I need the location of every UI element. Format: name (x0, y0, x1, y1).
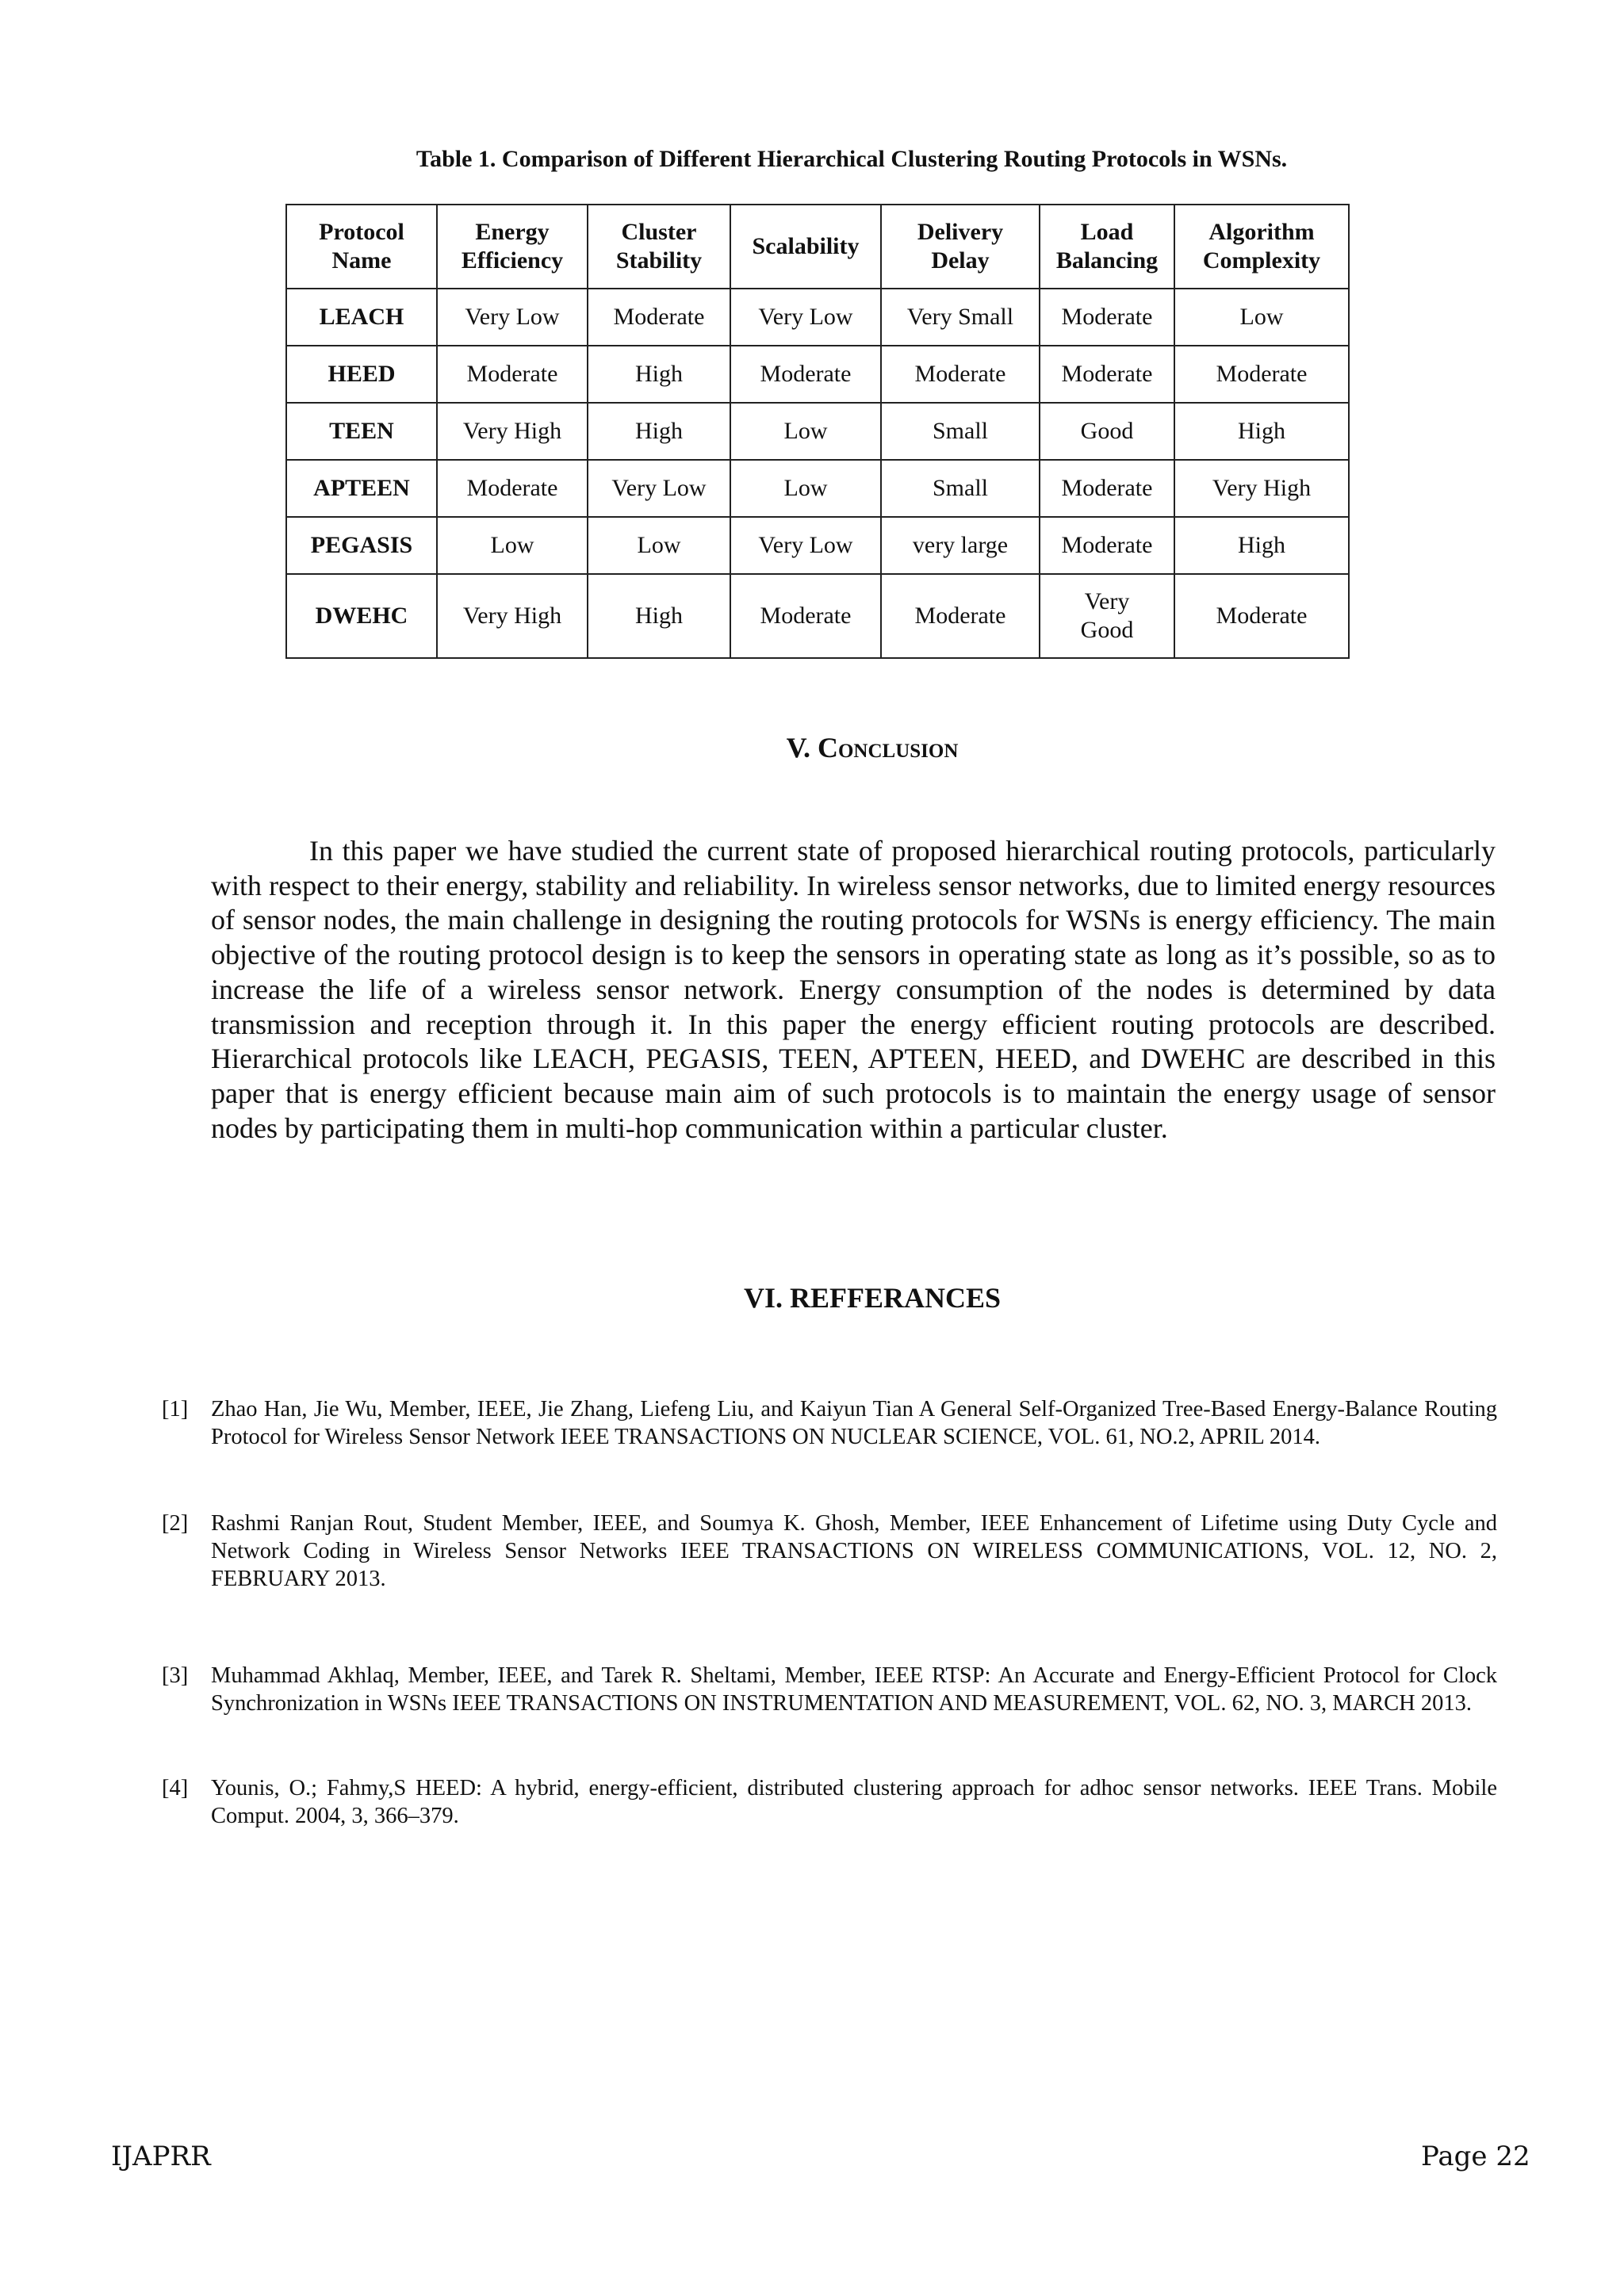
table-cell: Small (881, 403, 1040, 460)
reference-number: [3] (162, 1663, 189, 1688)
table-cell: Low (1174, 289, 1349, 346)
protocol-name-cell: TEEN (286, 403, 437, 460)
table-cell: High (588, 403, 730, 460)
table-cell: Very Good (1040, 574, 1174, 658)
table-cell: Moderate (730, 574, 881, 658)
table-row (286, 346, 1349, 403)
table-cell: High (1174, 403, 1349, 460)
table-cell: Good (1040, 403, 1174, 460)
header-delivery-delay: Delivery Delay (881, 205, 1040, 289)
table-cell: very large (881, 517, 1040, 574)
table-cell: Moderate (881, 574, 1040, 658)
table-cell: Low (588, 517, 730, 574)
header-scalability: Scalability (730, 205, 881, 289)
table-cell: Moderate (1040, 289, 1174, 346)
protocol-name-cell: PEGASIS (286, 517, 437, 574)
reference-item (162, 1662, 1497, 1717)
header-protocol-name: Protocol Name (286, 205, 437, 289)
reference-number: [4] (162, 1776, 189, 1800)
table-cell: Very Small (881, 289, 1040, 346)
table-cell: Moderate (1174, 346, 1349, 403)
protocol-name-cell: LEACH (286, 289, 437, 346)
reference-text: Muhammad Akhlaq, Member, IEEE, and Tarek R. Sheltami, Member, IEEE RTSP: An Accurate and Energy-Efficient Protocol for Clock Synchronization in WSNs IEEE TRANSACTIONS ON INSTRUMENTATION AND MEASUREMENT, VOL. 62, NO. 3, MARCH 2013. (211, 1663, 1497, 1716)
table-cell: Low (730, 460, 881, 517)
table-cell: Moderate (1040, 517, 1174, 574)
table-cell: Moderate (1174, 574, 1349, 658)
table-row (286, 460, 1349, 517)
table-cell: High (1174, 517, 1349, 574)
reference-text: Rashmi Ranjan Rout, Student Member, IEEE, and Soumya K. Ghosh, Member, IEEE Enhancement of Lifetime using Duty Cycle and Network Coding in Wireless Sensor Networks IEEE TRANSACTIONS ON WIRELESS COMMUNICATIONS, VOL. 12, NO. 2, FEBRUARY 2013. (211, 1511, 1497, 1591)
section-title: Conclusion (817, 732, 959, 763)
table-cell: Very Low (730, 517, 881, 574)
table-cell: Very Low (588, 460, 730, 517)
table-row (286, 289, 1349, 346)
table-cell: Low (730, 403, 881, 460)
references-heading (0, 1281, 1624, 1314)
table-cell: Moderate (437, 346, 588, 403)
table-cell: Moderate (881, 346, 1040, 403)
conclusion-paragraph: In this paper we have studied the current state of proposed hierarchical routing protocols, particularly with respect to their energy, stability and reliability. In wireless sensor networks, due to limited energy resources of sensor nodes, the main challenge in designing the routing protocols for WSNs is energy efficiency. The main objective of the routing protocol design is to keep the sensors in operating state as long as it’s possible, so as to increase the life of a wireless sensor network. Energy consumption of the nodes is determined by data transmission and reception through it. In this paper the energy efficient routing protocols are described. Hierarchical protocols like LEACH, PEGASIS, TEEN, APTEEN, HEED, and DWEHC are described in this paper that is energy efficient because main aim of such protocols is to maintain the energy usage of sensor nodes by participating them in multi-hop communication within a particular cluster. (211, 835, 1496, 1144)
protocol-name-cell: APTEEN (286, 460, 437, 517)
table-cell: Very Low (437, 289, 588, 346)
footer-journal: IJAPRR (111, 2141, 211, 2172)
reference-number: [2] (162, 1511, 189, 1536)
table-cell: High (588, 574, 730, 658)
table-header-row (286, 205, 1349, 289)
table-cell: Low (437, 517, 588, 574)
reference-item (162, 1510, 1497, 1593)
table-cell: Moderate (730, 346, 881, 403)
table-caption: Table 1. Comparison of Different Hierarchical Clustering Routing Protocols in WSNs. (416, 146, 1288, 172)
section-number: V. (786, 732, 810, 763)
reference-item (162, 1395, 1497, 1451)
table-cell: Moderate (588, 289, 730, 346)
table-cell: Very High (1174, 460, 1349, 517)
header-cluster-stability: Cluster Stability (588, 205, 730, 289)
reference-number: [1] (162, 1397, 189, 1422)
table-row (286, 574, 1349, 658)
section-number: VI. (743, 1282, 783, 1314)
table-row (286, 517, 1349, 574)
header-load-balancing: Load Balancing (1040, 205, 1174, 289)
table-cell: Moderate (437, 460, 588, 517)
table-cell: High (588, 346, 730, 403)
comparison-table (285, 204, 1350, 659)
protocol-name-cell: HEED (286, 346, 437, 403)
table-cell: Small (881, 460, 1040, 517)
protocol-name-cell: DWEHC (286, 574, 437, 658)
table-cell: Very High (437, 574, 588, 658)
header-algorithm-complexity: Algorithm Complexity (1174, 205, 1349, 289)
section-title: REFFERANCES (789, 1282, 1002, 1314)
table-cell: Very Low (730, 289, 881, 346)
table-cell: Moderate (1040, 460, 1174, 517)
table-row (286, 403, 1349, 460)
footer-page-number: Page 22 (1421, 2141, 1530, 2172)
reference-item (162, 1774, 1497, 1830)
table-cell: Moderate (1040, 346, 1174, 403)
conclusion-heading (0, 731, 1624, 764)
header-energy-efficiency: Energy Efficiency (437, 205, 588, 289)
reference-text: Zhao Han, Jie Wu, Member, IEEE, Jie Zhang, Liefeng Liu, and Kaiyun Tian A General Self-Organized Tree-Based Energy-Balance Routing Protocol for Wireless Sensor Network IEEE TRANSACTIONS ON NUCLEAR SCIENCE, VOL. 61, NO.2, APRIL 2014. (211, 1397, 1497, 1449)
reference-text: Younis, O.; Fahmy,S HEED: A hybrid, energy-efficient, distributed clustering approach for adhoc sensor networks. IEEE Trans. Mobile Comput. 2004, 3, 366–379. (211, 1776, 1497, 1828)
table-cell: Very High (437, 403, 588, 460)
